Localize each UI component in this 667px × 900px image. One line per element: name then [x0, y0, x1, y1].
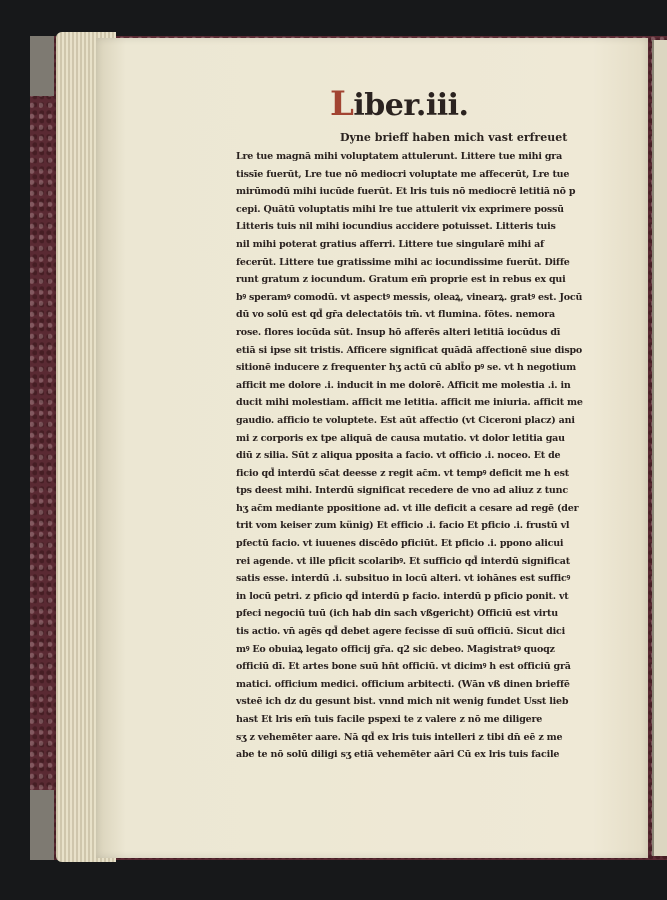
text-line: ficio qd̄ interdū sc̄at deesse z regit ac̄m. vt tempꝰ deficit me h est	[236, 467, 569, 479]
text-line: tis actio. vn̄ agēs qd̄ debet agere fecisse dī suū officiū. Sicut dici	[236, 626, 566, 638]
text-line: bꝰ speramꝰ comodū. vt aspectꝰ messis, oleaꝝ, vinearꝝ. gratꝰ est. Jocū	[236, 291, 583, 303]
text-line: in locū petri. z pficio qd̄ interdū p facio. interdū p pficio ponit. vt	[236, 590, 569, 602]
text-line: pfeci negociū tuū (ich hab din sach vßgericht) Officiū est virtu	[236, 608, 558, 620]
text-line: trit vom keiser zum künig) Et efficio .i. facio Et pficio .i. frustū vl	[236, 520, 570, 532]
text-line: abe te nō solū diligi sʒ etiā vehemēter aāri Cū ex lris tuis facile	[236, 749, 560, 761]
text-line: etiā si ipse sit tristis. Afficere significat quādā affectionē siue dispo	[236, 344, 583, 356]
text-line: dū vo solū est qd̄ gr̄a delectatōis tm̄. vt flumina. fōtes. nemora	[236, 309, 555, 321]
text-line: sʒ z vehemēter aare. Nā qd̄ ex lris tuis intelleri z tibi dn̄ eē z me	[236, 731, 563, 743]
text-line: hast Et lris em̄ tuis facile pspexi te z valere z nō me diligere	[236, 714, 543, 725]
text-line: mi z corporis ex tpe aliquā de causa mutatio. vt dolor letitia gau	[236, 432, 565, 444]
text-line: diū z silia. Sūt z aliqua pposita a facio. vt officio .i. noceo. Et de	[236, 450, 561, 462]
text-line: rei agende. vt ille pficit scolaribꝰ. Et sufficio qd̄ interdū significat	[236, 555, 570, 567]
text-line: afficit me dolore .i. inducit in me dolorē. Afficit me molestia .i. in	[236, 379, 571, 391]
text-line: mꝰ Eo obuiaꝝ legato officij gr̄a. q2 sic debeo. Magistratꝰ quoqz	[236, 643, 555, 655]
text-line: fecerūt. Littere tue gratissime mihi ac iocundissime fuerūt. Diffe	[236, 256, 570, 268]
heading-rest: iber.iii.	[353, 88, 469, 123]
text-line: runt gratum z iocundum. Gratum em̄ proprie est in rebus ex qui	[236, 274, 566, 286]
text-line: vsteē ich dz du gesunt bist. vnnd mich nit wenig fundet Usst lieb	[236, 696, 569, 708]
text-block	[236, 148, 596, 764]
text-line: hʒ ac̄m mediante ppositione ad. vt ille deficit a cesare ad regē (der	[236, 502, 579, 514]
section-subheading: Dyne brieff haben mich vast erfreuet	[340, 131, 568, 144]
text-line: tissīe fuerūt, Lre tue nō mediocri voluptate me affecerūt, Lre tue	[236, 168, 570, 180]
text-line: nil mihi poterat gratius afferri. Littere tue singularē mihi af	[236, 238, 544, 250]
facing-page-edge	[652, 40, 667, 856]
text-line: Lre tue magnā mihi voluptatem attulerunt. Littere tue mihi gra	[236, 151, 563, 162]
chapter-heading	[330, 84, 469, 124]
text-line: officiū dī. Et artes bone suū hn̄t officiū. vt dicimꝰ h est officiū grā	[236, 661, 571, 673]
text-line: tps deest mihi. Interdū significat recedere de vno ad aliuz z tunc	[236, 485, 568, 497]
cover-corner-top	[30, 36, 54, 96]
text-line: matici. officium medici. officium arbitecti. (Wān vß dinen brieffē	[236, 678, 570, 690]
text-line: Litteris tuis nil mihi iocundius accidere potuisset. Litteris tuis	[236, 221, 556, 233]
text-line: satis esse. interdū .i. subsituo in locū alteri. vt iohānes est sufficꝰ	[236, 573, 571, 585]
heading-initial: L	[330, 84, 354, 124]
text-line: sitionē inducere z frequenter hʒ actū cū ablt̄o pꝰ se. vt h negotium	[236, 362, 576, 374]
text-line: gaudio. afficio te voluptete. Est aūt affectio (vt Ciceroni placz) ani	[236, 414, 575, 426]
text-line: ducit mihi molestiam. afficit me letitia. afficit me iniuria. afficit me	[236, 397, 583, 409]
text-line: mirūmodū mihi iucūde fuerūt. Et lris tuis nō mediocrē letitiā nō p	[236, 186, 576, 198]
text-line: pfectū facio. vt iuuenes discēdo pficiūt. Et pficio .i. ppono alicui	[236, 538, 564, 550]
text-line: cepi. Quātū voluptatis mihi lre tue attulerit vix exprimere possū	[236, 203, 564, 215]
text-line: rose. flores iocūda sūt. Insup hō afferēs alteri letitiā iocūdus dī	[236, 326, 561, 338]
cover-corner-bottom	[30, 790, 54, 860]
